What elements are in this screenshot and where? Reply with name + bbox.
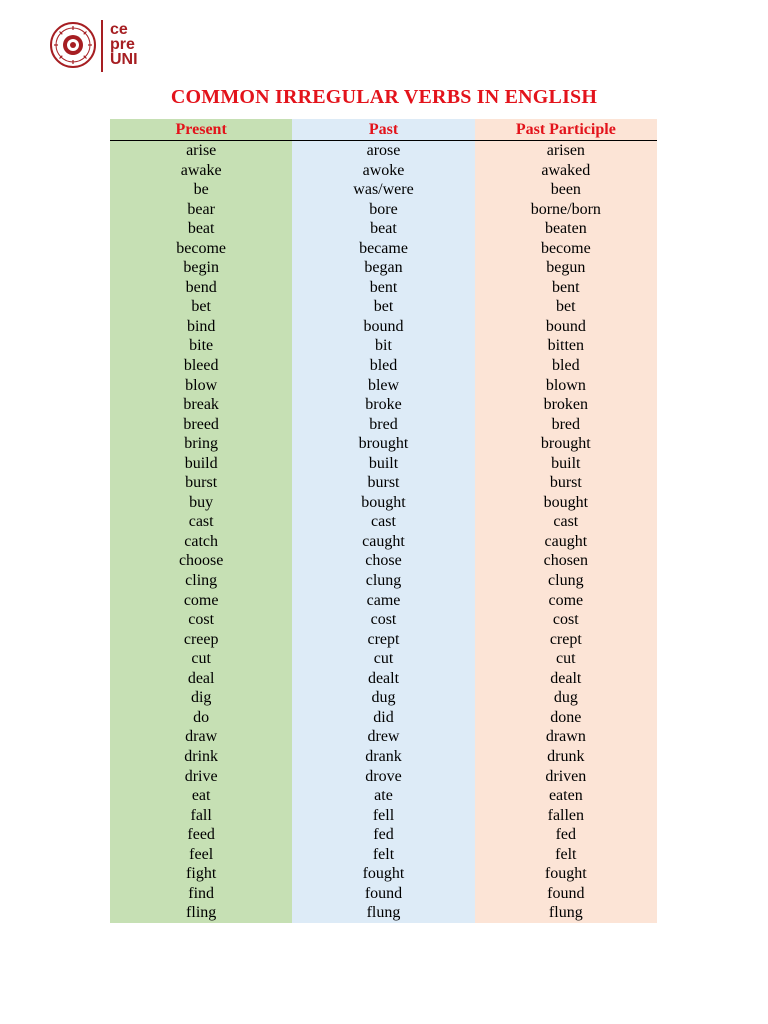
table-row (110, 336, 657, 356)
past-participle-cell: felt (555, 845, 577, 863)
present-cell: buy (189, 493, 214, 511)
present-cell: break (183, 396, 219, 414)
past-cell: beat (370, 220, 397, 238)
table-row (110, 161, 657, 181)
table-row (110, 317, 657, 337)
past-participle-cell: crept (549, 630, 582, 648)
logo-line-pre: pre (110, 36, 135, 53)
past-participle-cell: dug (553, 689, 578, 707)
table-row (110, 141, 657, 161)
past-cell: bred (369, 415, 398, 433)
present-cell: eat (191, 787, 211, 805)
logo-divider (101, 20, 103, 72)
past-participle-cell: bent (552, 278, 580, 296)
table-row (110, 258, 657, 278)
present-cell: feed (187, 826, 215, 844)
present-cell: cast (188, 513, 214, 531)
past-participle-cell: found (547, 884, 585, 902)
table-row (110, 786, 657, 806)
past-cell: began (364, 259, 403, 277)
past-participle-cell: begun (546, 259, 586, 277)
table-row (110, 395, 657, 415)
past-participle-cell: cut (556, 650, 576, 668)
past-cell: cast (371, 513, 396, 531)
past-participle-cell: fallen (547, 806, 585, 824)
table-row (110, 219, 657, 239)
past-cell: drove (365, 767, 402, 785)
table-row (110, 669, 657, 689)
past-participle-cell: burst (549, 474, 582, 492)
present-cell: arise (186, 142, 217, 159)
past-participle-cell: bound (545, 317, 586, 335)
table-row (110, 591, 657, 611)
past-participle-cell: bought (543, 493, 589, 511)
past-cell: clung (365, 572, 402, 590)
present-cell: cost (188, 611, 215, 629)
past-cell: dug (371, 689, 396, 707)
past-participle-cell: flung (548, 904, 583, 922)
present-cell: bite (189, 337, 214, 355)
present-cell: build (184, 454, 218, 472)
table-row (110, 473, 657, 493)
past-participle-cell: been (550, 181, 581, 199)
present-cell: begin (183, 259, 219, 277)
past-cell: cost (370, 611, 397, 629)
present-cell: beat (187, 220, 215, 238)
table-row (110, 551, 657, 571)
present-cell: creep (183, 630, 219, 648)
past-cell: cut (373, 650, 394, 668)
present-cell: dig (190, 689, 212, 707)
table-row (110, 434, 657, 454)
table-row (110, 747, 657, 767)
past-participle-cell: clung (548, 572, 584, 590)
present-cell: find (188, 884, 215, 902)
past-cell: brought (358, 435, 409, 453)
table-row (110, 630, 657, 650)
past-cell: broke (365, 396, 402, 414)
table-row (110, 727, 657, 747)
present-cell: cling (185, 572, 218, 590)
past-cell: arose (366, 142, 401, 159)
table-row (110, 239, 657, 259)
present-cell: drink (184, 747, 219, 765)
past-cell: ate (374, 787, 393, 805)
past-participle-cell: brought (540, 435, 591, 453)
past-cell: did (373, 708, 394, 726)
past-participle-cell: chosen (543, 552, 589, 570)
cepre-uni-logo (50, 20, 160, 74)
past-participle-cell: drawn (545, 728, 586, 746)
present-cell: deal (187, 669, 215, 687)
table-row (110, 376, 657, 396)
table-row (110, 767, 657, 787)
table-row (110, 610, 657, 630)
table-row (110, 864, 657, 884)
present-cell: catch (184, 532, 219, 550)
table-row (110, 415, 657, 435)
table-row (110, 884, 657, 904)
past-cell: fell (372, 806, 395, 824)
table-row (110, 180, 657, 200)
irregular-verbs-table (110, 119, 657, 923)
past-cell: drew (367, 728, 400, 746)
present-cell: choose (178, 552, 224, 570)
present-cell: blow (185, 376, 218, 394)
table-row (110, 903, 657, 923)
present-cell: fight (186, 865, 217, 883)
logo-line-uni: UNI (110, 51, 138, 68)
logo-line-ce: ce (110, 21, 128, 38)
past-cell: bet (373, 298, 394, 316)
present-cell: cut (191, 650, 211, 668)
past-participle-cell: caught (544, 532, 588, 550)
table-header-row (110, 119, 657, 141)
past-cell: flung (366, 904, 401, 922)
past-cell: bent (369, 278, 398, 296)
past-participle-cell: bled (552, 357, 580, 375)
past-participle-cell: bred (551, 415, 581, 433)
past-cell: felt (372, 845, 395, 863)
past-participle-cell: done (550, 708, 582, 726)
table-body (110, 141, 657, 923)
table-row (110, 688, 657, 708)
past-participle-cell: arisen (546, 142, 585, 159)
past-cell: bit (375, 337, 392, 355)
past-cell: fed (373, 826, 394, 844)
page-title: COMMON IRREGULAR VERBS IN ENGLISH (170, 86, 598, 108)
table-row (110, 532, 657, 552)
past-participle-cell: broken (543, 396, 589, 414)
present-cell: be (193, 181, 209, 199)
present-cell: burst (185, 474, 218, 492)
present-cell: come (183, 591, 219, 609)
table-row (110, 845, 657, 865)
past-participle-cell: come (548, 591, 584, 609)
past-participle-cell: borne/born (530, 200, 601, 218)
past-participle-cell: cost (552, 611, 579, 629)
present-cell: feel (189, 845, 214, 863)
past-participle-cell: blown (545, 376, 586, 394)
past-cell: blew (367, 376, 400, 394)
present-cell: bear (187, 200, 215, 218)
table-row (110, 493, 657, 513)
past-participle-cell: cast (553, 513, 579, 531)
table-row (110, 454, 657, 474)
present-cell: do (193, 708, 210, 726)
past-cell: came (366, 591, 401, 609)
past-participle-cell: become (540, 239, 591, 257)
header-past: Past (368, 121, 399, 138)
past-participle-cell: bitten (547, 337, 585, 355)
table-row (110, 806, 657, 826)
table-row (110, 708, 657, 728)
present-cell: drive (184, 767, 218, 785)
past-participle-cell: beaten (544, 220, 587, 238)
past-cell: fought (362, 865, 405, 883)
past-participle-cell: fought (544, 865, 587, 883)
past-cell: built (368, 454, 399, 472)
header-past-participle: Past Participle (515, 121, 616, 138)
past-participle-cell: fed (555, 826, 577, 844)
past-participle-cell: eaten (548, 787, 583, 805)
past-participle-cell: drunk (547, 747, 585, 765)
present-cell: bring (184, 435, 219, 453)
table-row (110, 649, 657, 669)
past-cell: found (364, 884, 403, 902)
present-cell: draw (185, 728, 218, 746)
past-cell: bound (363, 317, 404, 335)
past-cell: chose (365, 552, 402, 570)
table-row (110, 200, 657, 220)
table-row (110, 356, 657, 376)
present-cell: become (176, 239, 227, 257)
present-cell: fall (190, 806, 212, 824)
past-participle-cell: dealt (550, 669, 582, 687)
present-cell: bet (191, 298, 211, 316)
past-participle-cell: bet (556, 298, 576, 316)
present-cell: bleed (183, 357, 219, 375)
past-cell: crept (367, 630, 400, 648)
past-cell: drank (365, 747, 402, 765)
past-participle-cell: built (551, 454, 581, 472)
past-cell: burst (367, 474, 400, 492)
past-cell: caught (362, 532, 405, 550)
university-seal-icon (50, 22, 96, 68)
past-cell: became (359, 239, 408, 257)
past-participle-cell: driven (545, 767, 587, 785)
present-cell: awake (180, 161, 222, 179)
past-cell: was/were (353, 181, 414, 199)
past-cell: awoke (362, 161, 405, 179)
table-row (110, 297, 657, 317)
logo-wordmark (110, 22, 138, 67)
past-cell: bore (369, 200, 398, 218)
past-cell: dealt (367, 669, 400, 687)
present-cell: bend (185, 278, 217, 296)
past-cell: bought (361, 493, 406, 511)
present-cell: breed (183, 415, 219, 433)
table-row (110, 825, 657, 845)
table-row (110, 512, 657, 532)
header-present: Present (175, 121, 227, 138)
present-cell: bind (186, 317, 216, 335)
table-row (110, 278, 657, 298)
past-participle-cell: awaked (541, 161, 591, 179)
present-cell: fling (186, 904, 217, 922)
past-cell: bled (369, 357, 398, 375)
table-row (110, 571, 657, 591)
